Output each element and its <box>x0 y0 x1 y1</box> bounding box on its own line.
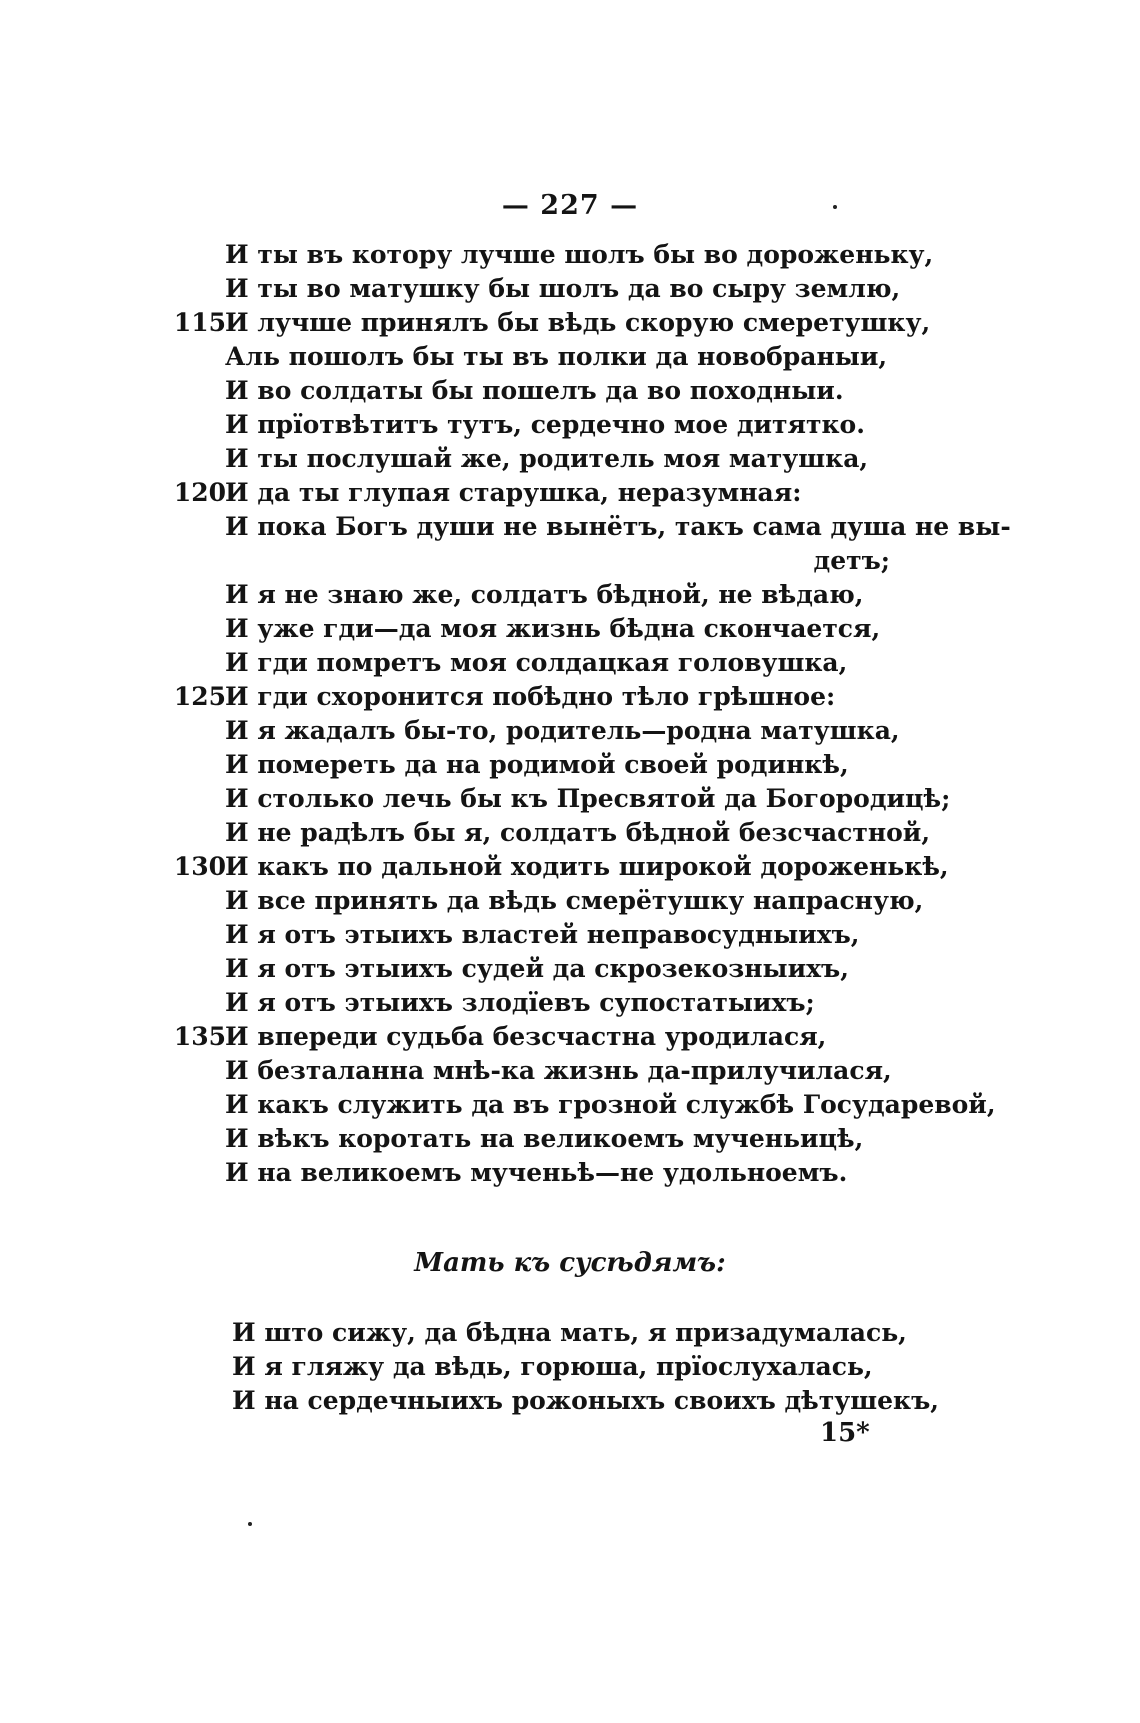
print-speck <box>833 205 837 209</box>
verse-text: И не радѣлъ бы я, солдатъ бѣдной безсчастной, <box>225 818 931 847</box>
verse-text: И во солдаты бы пошелъ да во походныи. <box>225 376 844 405</box>
verse-text: И я отъ этыихъ властей неправосудныихъ, <box>225 920 860 949</box>
verse-text: И на великоемъ мученьѣ—не удольноемъ. <box>225 1158 848 1187</box>
verse-text: И какъ служить да въ грозной службѣ Государевой, <box>225 1090 996 1119</box>
page-number: — 227 — <box>501 190 639 221</box>
hyphen-continuation: детъ; <box>813 546 890 575</box>
verse-text: И пока Богъ души не вынётъ, такъ сама душа не вы- <box>225 512 1011 541</box>
verse-text: И столько лечь бы къ Пресвятой да Богородицѣ; <box>225 784 951 813</box>
line-number: 125 <box>173 682 226 711</box>
verse-text: И я гляжу да вѣдь, горюша, прїослухалась, <box>232 1352 873 1381</box>
verse-text: И да ты глупая старушка, неразумная: <box>225 478 802 507</box>
verse-text: И безталанна мнѣ-ка жизнь да-прилучилася, <box>225 1056 892 1085</box>
section-heading: Мать къ сусѣдямъ: <box>414 1248 726 1278</box>
line-number: 115 <box>173 308 226 337</box>
verse-text: И ты послушай же, родитель моя матушка, <box>225 444 869 473</box>
verse-text: И помереть да на родимой своей родинкѣ, <box>225 750 849 779</box>
verse-text: И уже гди—да моя жизнь бѣдна скончается, <box>225 614 881 643</box>
verse-text: И што сижу, да бѣдна мать, я призадумалась, <box>232 1318 907 1347</box>
verse-text: И я отъ этыихъ судей да скрозекозныихъ, <box>225 954 849 983</box>
verse-text: И впереди судьба безсчастна уродилася, <box>225 1022 827 1051</box>
verse-text: И на сердечныихъ рожоныхъ своихъ дѣтушекъ, <box>232 1386 939 1415</box>
verse-text: И гди схоронится побѣдно тѣло грѣшное: <box>225 682 836 711</box>
line-number: 120 <box>173 478 226 507</box>
verse-text: И какъ по дальной ходить широкой дороженькѣ, <box>225 852 949 881</box>
line-number: 135 <box>173 1022 226 1051</box>
signature-mark: 15* <box>820 1418 870 1448</box>
verse-text: И я жадалъ бы-то, родитель—родна матушка, <box>225 716 900 745</box>
verse-text: И вѣкъ коротать на великоемъ мученьицѣ, <box>225 1124 864 1153</box>
verse-text: И гди помретъ моя солдацкая головушка, <box>225 648 848 677</box>
verse-text: И все принять да вѣдь смерётушку напрасную, <box>225 886 924 915</box>
verse-text: И ты въ котору лучше шолъ бы во дороженьку, <box>225 240 934 269</box>
verse-text: И лучше принялъ бы вѣдь скорую смеретушку, <box>225 308 931 337</box>
print-speck <box>248 1522 252 1526</box>
verse-text: И ты во матушку бы шолъ да во сыру землю, <box>225 274 901 303</box>
verse-text: И я отъ этыихъ злодїевъ супостатыихъ; <box>225 988 815 1017</box>
verse-text: Аль пошолъ бы ты въ полки да новобраныи, <box>225 342 888 371</box>
line-number: 130 <box>173 852 226 881</box>
verse-text: И я не знаю же, солдатъ бѣдной, не вѣдаю, <box>225 580 864 609</box>
verse-text: И прїотвѣтитъ тутъ, сердечно мое дитятко. <box>225 410 865 439</box>
